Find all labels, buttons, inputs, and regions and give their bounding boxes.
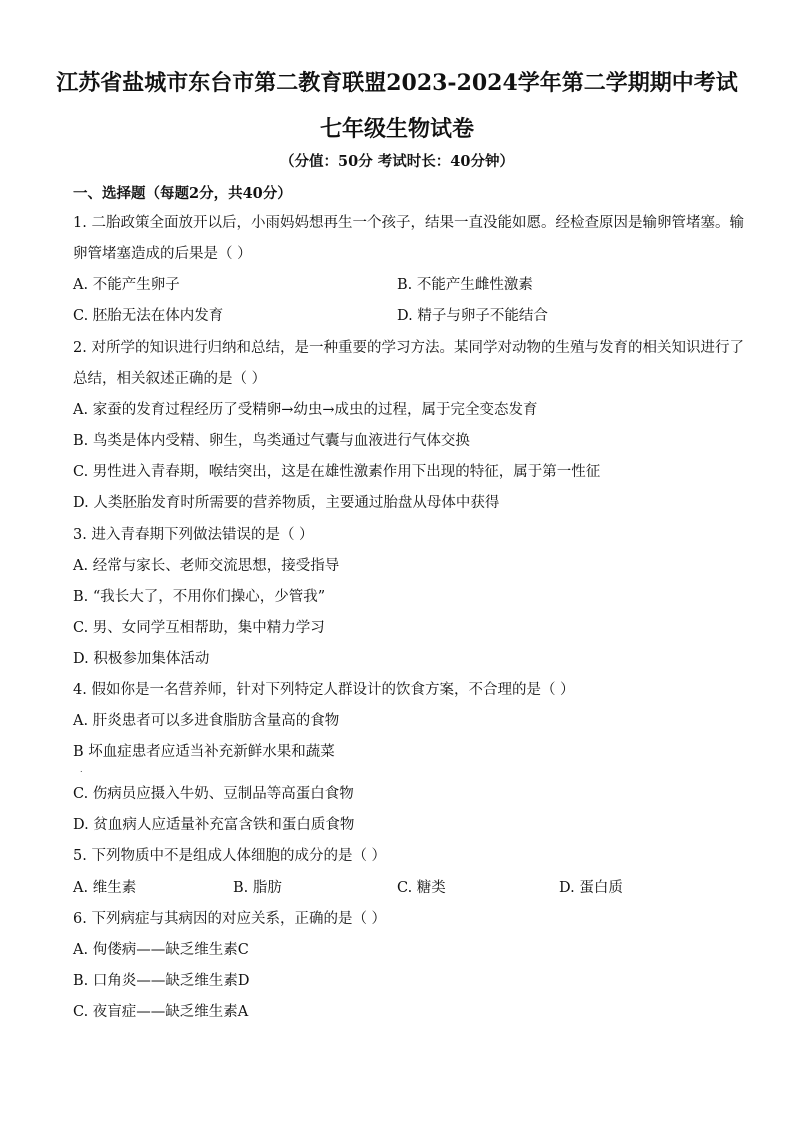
question-4-option-a[interactable]: A. 肝炎患者可以多进食脂肪含量高的食物 <box>73 713 340 729</box>
exam-title: 江苏省盐城市东台市第二教育联盟2023-2024学年第二学期期中考试 <box>56 70 738 96</box>
question-6-option-b[interactable]: B. 口角炎——缺乏维生素D <box>73 973 250 989</box>
question-3-option-a[interactable]: A. 经常与家长、老师交流思想，接受指导 <box>73 558 340 574</box>
question-2-option-c[interactable]: C. 男性进入青春期，喉结突出，这是在雄性激素作用下出现的特征，属于第一性征 <box>73 464 601 480</box>
question-5-option-b[interactable]: B. 脂肪 <box>233 880 282 896</box>
question-1-stem: 1. 二胎政策全面放开以后，小雨妈妈想再生一个孩子，结果一直没能如愿。经检查原因是输卵管堵塞。输 <box>73 215 744 231</box>
question-1-option-a[interactable]: A. 不能产生卵子 <box>73 277 180 293</box>
section-heading: 一、选择题（每题2分，共40分） <box>73 185 292 202</box>
question-3-option-b[interactable]: B. “我长大了，不用你们操心，少管我” <box>73 589 326 605</box>
question-1-option-c[interactable]: C. 胚胎无法在体内发育 <box>73 308 224 324</box>
question-3-option-c[interactable]: C. 男、女同学互相帮助，集中精力学习 <box>73 620 325 636</box>
question-4-option-d[interactable]: D. 贫血病人应适量补充富含铁和蛋白质食物 <box>73 817 355 833</box>
question-2-option-b[interactable]: B. 鸟类是体内受精、卵生，鸟类通过气囊与血液进行气体交换 <box>73 433 470 449</box>
question-1-option-b[interactable]: B. 不能产生雌性激素 <box>397 277 533 293</box>
question-5-option-c[interactable]: C. 糖类 <box>397 880 446 896</box>
question-5-option-d[interactable]: D. 蛋白质 <box>559 880 623 896</box>
question-4-option-b[interactable]: B 坏血症患者应适当补充新鲜水果和蔬菜 <box>73 744 335 760</box>
question-4-stem: 4. 假如你是一名营养师，针对下列特定人群设计的饮食方案，不合理的是（ ） <box>73 682 575 698</box>
question-6-option-c[interactable]: C. 夜盲症——缺乏维生素A <box>73 1004 249 1020</box>
question-1-stem-cont: 卵管堵塞造成的后果是（ ） <box>73 246 252 262</box>
question-3-option-d[interactable]: D. 积极参加集体活动 <box>73 651 210 667</box>
question-3-stem: 3. 进入青春期下列做法错误的是（ ） <box>73 527 314 543</box>
question-2-option-d[interactable]: D. 人类胚胎发育时所需要的营养物质，主要通过胎盘从母体中获得 <box>73 495 500 511</box>
question-4-option-c[interactable]: C. 伤病员应摄入牛奶、豆制品等高蛋白食物 <box>73 786 354 802</box>
exam-meta: （分值：50分 考试时长：40分钟） <box>280 153 514 170</box>
question-6-option-a[interactable]: A. 佝偻病——缺乏维生素C <box>73 942 249 958</box>
question-2-stem: 2. 对所学的知识进行归纳和总结，是一种重要的学习方法。某同学对动物的生殖与发育的相关知识进行了 <box>73 340 744 356</box>
question-5-option-a[interactable]: A. 维生素 <box>73 880 137 896</box>
question-5-stem: 5. 下列物质中不是组成人体细胞的成分的是（ ） <box>73 848 387 864</box>
question-1-option-d[interactable]: D. 精子与卵子不能结合 <box>397 308 548 324</box>
question-2-stem-cont: 总结，相关叙述正确的是（ ） <box>73 371 267 387</box>
stray-mark: . <box>80 765 83 774</box>
question-2-option-a[interactable]: A. 家蚕的发育过程经历了受精卵→幼虫→成虫的过程，属于完全变态发育 <box>73 402 538 418</box>
exam-subject-title: 七年级生物试卷 <box>319 116 474 142</box>
question-6-stem: 6. 下列病症与其病因的对应关系，正确的是（ ） <box>73 911 387 927</box>
